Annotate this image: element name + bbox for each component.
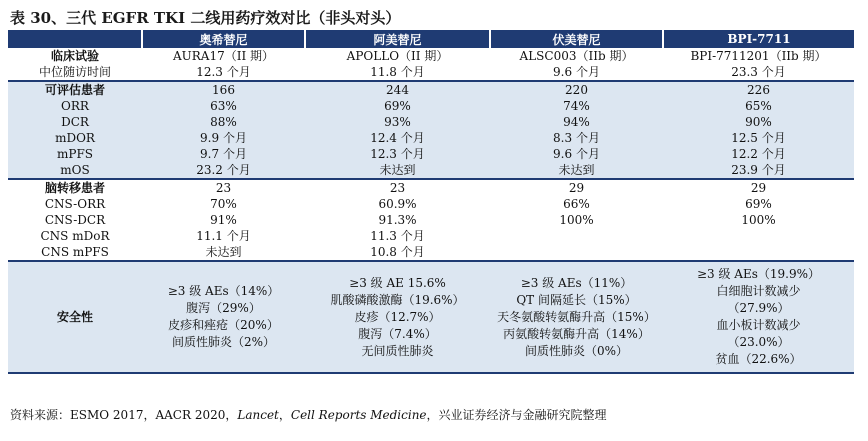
safety-line: 皮疹（12.7%） bbox=[354, 309, 441, 324]
table-cell: 9.6 个月 bbox=[490, 146, 663, 162]
table-cell: 69% bbox=[305, 98, 490, 114]
table-cell: 23.2 个月 bbox=[142, 162, 305, 179]
row-label: 临床试验 bbox=[50, 49, 99, 63]
table-cell: 10.8 个月 bbox=[370, 245, 425, 259]
safety-line: 贫血（22.6%） bbox=[715, 352, 802, 366]
table-cell: 23.9 个月 bbox=[663, 162, 854, 179]
table-cell: ALSC003（IIb 期） bbox=[519, 49, 634, 63]
safety-cell bbox=[663, 261, 854, 373]
table-cell: 未达到 bbox=[305, 162, 490, 179]
table-cell: 91% bbox=[210, 213, 237, 227]
source-sep: ， bbox=[278, 408, 291, 422]
safety-cell bbox=[142, 261, 305, 373]
table-cell: 9.6 个月 bbox=[553, 65, 600, 79]
table-cell: 11.8 个月 bbox=[370, 65, 425, 79]
table-cell: 70% bbox=[210, 197, 237, 211]
safety-line: 间质性肺炎（2%） bbox=[171, 335, 276, 349]
safety-line: ≥3 级 AEs（14%） bbox=[167, 284, 280, 298]
row-label: 脑转移患者 bbox=[8, 179, 142, 196]
table-cell bbox=[490, 244, 663, 261]
table-cell: 12.4 个月 bbox=[305, 130, 490, 146]
table-cell: 23 bbox=[142, 179, 305, 196]
table-row bbox=[8, 81, 854, 98]
table-cell: 12.2 个月 bbox=[663, 146, 854, 162]
table-cell: 226 bbox=[663, 81, 854, 98]
row-label: mPFS bbox=[8, 146, 142, 162]
safety-line: 血小板计数减少 bbox=[716, 318, 801, 332]
safety-cell bbox=[490, 261, 663, 373]
safety-line: （23.0%） bbox=[727, 335, 790, 349]
table-cell bbox=[490, 228, 663, 244]
table-cell: 9.7 个月 bbox=[142, 146, 305, 162]
table-cell: 100% bbox=[741, 213, 776, 227]
source-suffix: ，兴业证券经济与金融研究院整理 bbox=[426, 408, 607, 422]
table-cell: 29 bbox=[663, 179, 854, 196]
table-row bbox=[8, 64, 854, 81]
safety-line: ≥3 级 AEs（11%） bbox=[520, 275, 633, 290]
table-cell: 11.3 个月 bbox=[370, 229, 425, 243]
table-cell: 91.3% bbox=[378, 213, 417, 227]
safety-line: QT 间隔延长（15%） bbox=[516, 292, 637, 307]
column-header: 阿美替尼 bbox=[305, 30, 490, 48]
table-row bbox=[8, 162, 854, 179]
safety-cell bbox=[305, 261, 490, 373]
table-cell: 29 bbox=[490, 179, 663, 196]
row-label: ORR bbox=[8, 98, 142, 114]
row-label: CNS-ORR bbox=[44, 197, 106, 211]
column-header bbox=[8, 30, 142, 48]
table-cell: 88% bbox=[142, 114, 305, 130]
table-cell: 9.9 个月 bbox=[142, 130, 305, 146]
table-cell: 90% bbox=[663, 114, 854, 130]
table-cell: 100% bbox=[559, 213, 594, 227]
row-label: CNS mPFS bbox=[41, 245, 109, 259]
table-cell: 166 bbox=[142, 81, 305, 98]
row-label: mOS bbox=[8, 162, 142, 179]
safety-line: ≥3 级 AE 15.6% bbox=[349, 275, 446, 290]
table-row bbox=[8, 146, 854, 162]
column-header: BPI-7711 bbox=[663, 30, 854, 48]
source-note bbox=[10, 406, 607, 423]
table-cell: 69% bbox=[745, 197, 772, 211]
table-row bbox=[8, 244, 854, 261]
table-cell: 12.3 个月 bbox=[305, 146, 490, 162]
table-row bbox=[8, 212, 854, 228]
table-cell: 94% bbox=[490, 114, 663, 130]
safety-line: （27.9%） bbox=[727, 301, 790, 315]
row-label: 中位随访时间 bbox=[38, 65, 111, 79]
table-cell: 未达到 bbox=[205, 245, 242, 259]
table-row bbox=[8, 98, 854, 114]
safety-line: 肌酸磷酸激酶（19.6%） bbox=[330, 292, 465, 307]
safety-line: 腹泻（29%） bbox=[186, 301, 261, 315]
table-cell: 220 bbox=[490, 81, 663, 98]
table-row bbox=[8, 228, 854, 244]
safety-line: 皮疹和痤疮（20%） bbox=[168, 318, 279, 332]
safety-line: 天冬氨酸转氨酶升高（15%） bbox=[497, 309, 656, 324]
table-cell: BPI-7711201（IIb 期） bbox=[690, 49, 827, 63]
table-cell: 66% bbox=[563, 197, 590, 211]
safety-line: 白细胞计数减少 bbox=[716, 284, 801, 298]
table-cell: 未达到 bbox=[490, 162, 663, 179]
table-row bbox=[8, 130, 854, 146]
table-cell: 12.5 个月 bbox=[663, 130, 854, 146]
table-title: 表 30、三代 EGFR TKI 二线用药疗效对比（非头对头） bbox=[10, 9, 401, 27]
table-cell: 12.3 个月 bbox=[196, 65, 251, 79]
row-label: DCR bbox=[8, 114, 142, 130]
table-cell: 93% bbox=[305, 114, 490, 130]
safety-line: 腹泻（7.4%） bbox=[358, 326, 437, 341]
row-label: CNS mDoR bbox=[40, 229, 110, 243]
table-cell: 60.9% bbox=[378, 197, 417, 211]
source-prefix: 资料来源：ESMO 2017，AACR 2020， bbox=[10, 408, 238, 422]
table-cell: AURA17（II 期） bbox=[172, 49, 275, 63]
table-row bbox=[8, 114, 854, 130]
source-italic-lancet: Lancet bbox=[237, 408, 279, 422]
safety-row bbox=[8, 261, 854, 373]
table-cell: 65% bbox=[663, 98, 854, 114]
safety-line: 无间质性肺炎 bbox=[361, 343, 434, 358]
table-cell: 23.3 个月 bbox=[731, 65, 786, 79]
row-label: 可评估患者 bbox=[8, 81, 142, 98]
table-cell: 23 bbox=[305, 179, 490, 196]
table-cell: APOLLO（II 期） bbox=[346, 49, 449, 63]
table-cell bbox=[663, 228, 854, 244]
table-cell bbox=[663, 244, 854, 261]
row-label: CNS-DCR bbox=[44, 213, 106, 227]
safety-line: 丙氨酸转氨酶升高（14%） bbox=[503, 326, 650, 341]
comparison-table bbox=[8, 30, 854, 374]
safety-line: ≥3 级 AEs（19.9%） bbox=[696, 267, 821, 281]
table-cell: 63% bbox=[142, 98, 305, 114]
row-label: 安全性 bbox=[8, 261, 142, 373]
column-header: 奥希替尼 bbox=[142, 30, 305, 48]
safety-line: 间质性肺炎（0%） bbox=[524, 343, 629, 358]
table-cell: 11.1 个月 bbox=[196, 229, 251, 243]
table-cell: 244 bbox=[305, 81, 490, 98]
table-row bbox=[8, 179, 854, 196]
table-row bbox=[8, 48, 854, 64]
row-label: mDOR bbox=[8, 130, 142, 146]
table-cell: 8.3 个月 bbox=[490, 130, 663, 146]
column-header: 伏美替尼 bbox=[490, 30, 663, 48]
header-row bbox=[8, 30, 854, 48]
table-row bbox=[8, 196, 854, 212]
table-cell: 74% bbox=[490, 98, 663, 114]
source-italic-journal: Cell Reports Medicine bbox=[290, 408, 427, 422]
